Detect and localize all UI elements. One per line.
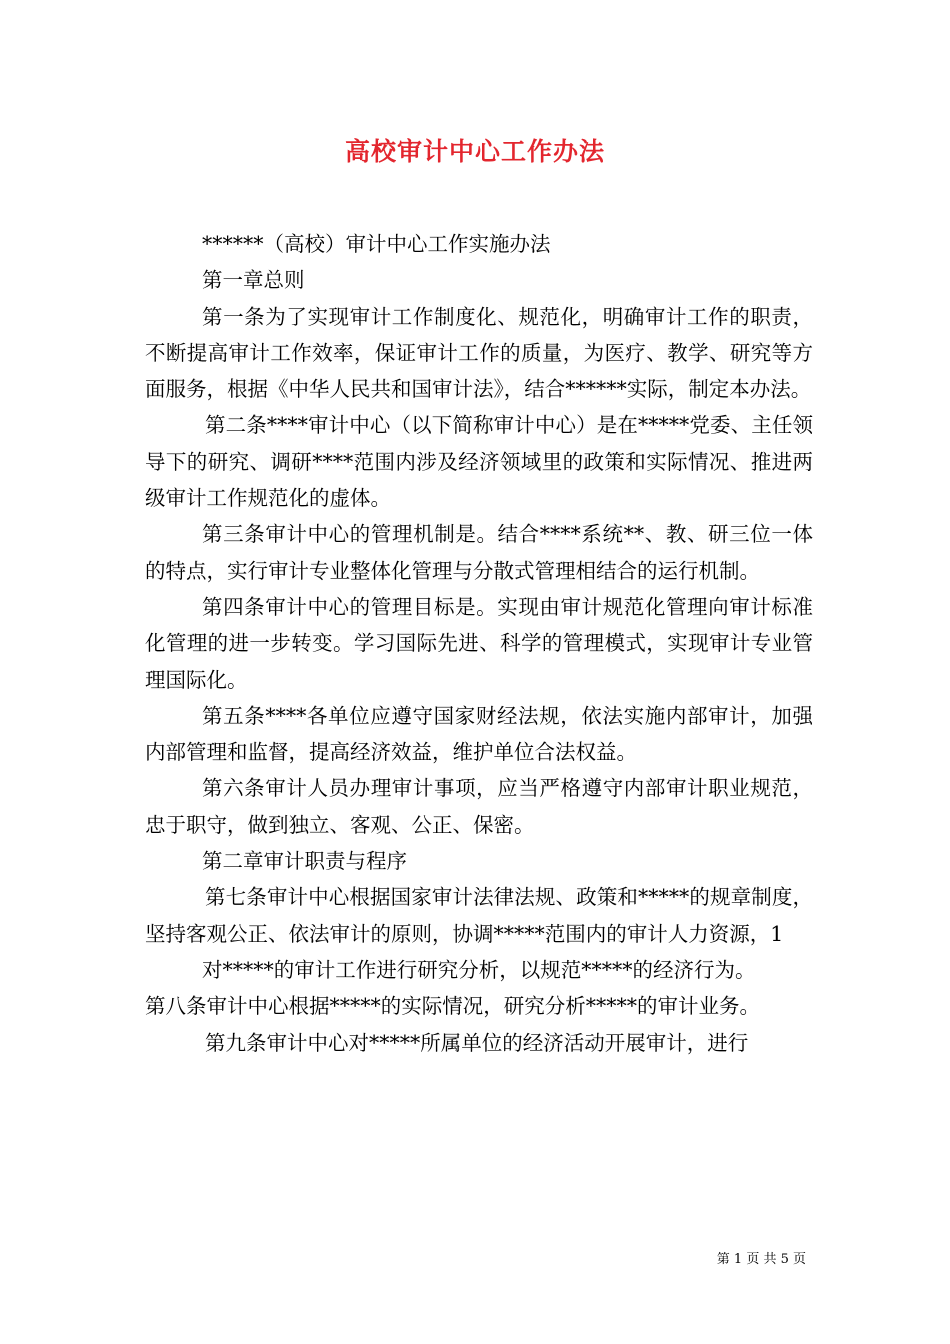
document-body — [145, 226, 813, 1061]
paragraph-article-9: 第九条审计中心对*****所属单位的经济活动开展审计，进行 — [205, 1030, 749, 1055]
paragraph-article-8: 第八条审计中心根据*****的实际情况，研究分析*****的审计业务。 — [145, 994, 760, 1019]
paragraph-article-2: 第二条****审计中心（以下简称审计中心）是在*****党委、主任领导下的研究、调研****范围内涉及经济领域里的政策和实际情况、推进两级审计工作规范化的虚体。 — [145, 413, 813, 511]
page-number-footer: 第 1 页 共 5 页 — [716, 1252, 806, 1267]
document-title: 高校审计中心工作办法 — [344, 137, 605, 166]
paragraph-article-7-cont: 对*****的审计工作进行研究分析，以规范*****的经济行为。 — [202, 957, 756, 982]
paragraph-article-7: 第七条审计中心根据国家审计法律法规、政策和*****的规章制度，坚持客观公正、依法审计的原则，协调*****范围内的审计人力资源，1 — [145, 885, 813, 946]
paragraph-article-6: 第六条审计人员办理审计事项，应当严格遵守内部审计职业规范，忠于职守，做到独立、客观、公正、保密。 — [145, 776, 813, 837]
paragraph-article-3: 第三条审计中心的管理机制是。结合****系统**、教、研三位一体的特点，实行审计专业整体化管理与分散式管理相结合的运行机制。 — [145, 522, 813, 583]
paragraph-article-4: 第四条审计中心的管理目标是。实现由审计规范化管理向审计标准化管理的进一步转变。学习国际先进、科学的管理模式，实现审计专业管理国际化。 — [145, 594, 813, 692]
paragraph-article-1: 第一条为了实现审计工作制度化、规范化，明确审计工作的职责，不断提高审计工作效率，保证审计工作的质量，为医疗、教学、研究等方面服务，根据《中华人民共和国审计法》，结合******实际，制定本办法。 — [145, 304, 813, 402]
paragraph-subtitle: ******（高校）审计中心工作实施办法 — [202, 232, 551, 256]
paragraph-chapter-2: 第二章审计职责与程序 — [202, 849, 407, 874]
paragraph-chapter-1: 第一章总则 — [202, 268, 305, 293]
paragraph-article-5: 第五条****各单位应遵守国家财经法规，依法实施内部审计，加强内部管理和监督，提高经济效益，维护单位合法权益。 — [145, 703, 813, 765]
